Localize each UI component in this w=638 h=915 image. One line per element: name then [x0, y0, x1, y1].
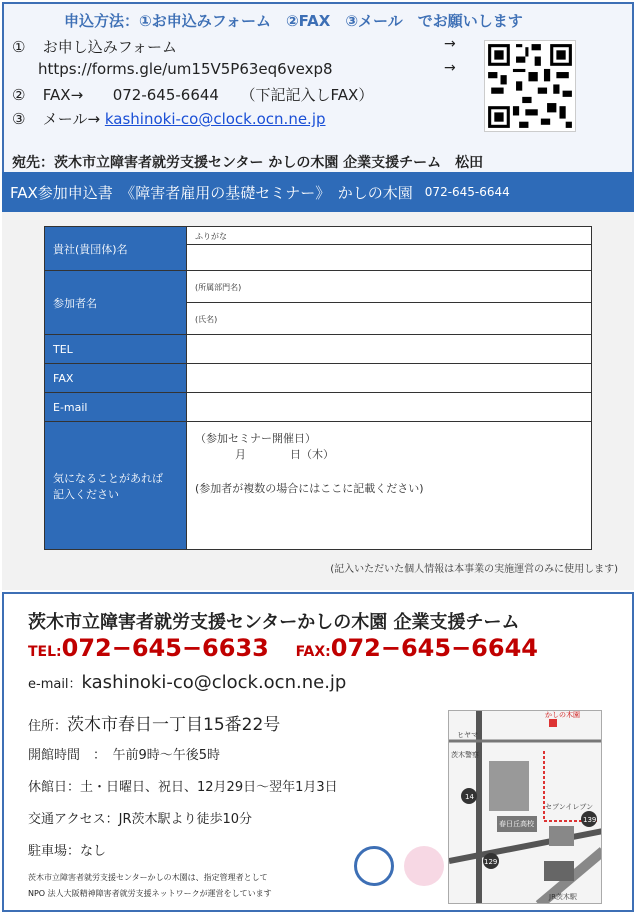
seminar-date-hint: （参加セミナー開催日）: [195, 432, 316, 445]
qr-code-icon[interactable]: [484, 40, 576, 132]
closed-days: 休館日：土・日曜日、祝日、12月29日～翌年1月3日: [28, 780, 338, 795]
fax-field[interactable]: [187, 364, 592, 393]
opening-hours: 開館時間 ： 午前9時～午後5時: [28, 748, 221, 763]
form-label: お申し込みフォーム: [42, 38, 178, 56]
contact-title: 茨木市立障害者就労支援センターかしの木園 企業支援チーム: [28, 612, 520, 633]
certification-logo-icon: [354, 846, 394, 886]
form-url[interactable]: https://forms.gle/um15V5P63eq6vexp8: [38, 60, 333, 78]
parking-info: 駐車場：なし: [28, 844, 107, 859]
email-field[interactable]: [187, 393, 592, 422]
arrow-icon: →: [444, 36, 456, 52]
application-form-table: [44, 226, 592, 550]
method-fax: ② FAX→ 072-645-6644 （下記記入しFAX）: [12, 86, 374, 104]
method-form: ① お申し込みフォーム: [12, 38, 178, 56]
fax-form-area: [2, 212, 634, 590]
contact-address: 住所：茨木市春日一丁目15番22号: [28, 715, 281, 735]
company-name-field[interactable]: [187, 245, 592, 271]
remarks-field[interactable]: [187, 422, 592, 550]
fax-number: 072-645-6644: [112, 86, 219, 104]
company-label: 貴社(貴団体)名: [45, 227, 187, 271]
footer-note-2: NPO 法人大阪精神障害者就労支援ネットワークが運営をしています: [28, 889, 272, 898]
fax-number: 072−645−6644: [330, 634, 538, 662]
privacy-note: (記入いただいた個人情報は本事業の実施運営のみに使用します): [330, 564, 618, 575]
access-map: [448, 710, 602, 904]
contact-info-box: [2, 592, 634, 912]
furigana-field[interactable]: ふりがな: [187, 227, 592, 245]
arrow-icon: →: [444, 60, 456, 76]
banner-title: FAX参加申込書 《障害者雇用の基礎セミナー》 かしの木園: [10, 183, 413, 202]
email-address[interactable]: kashinoki-co@clock.ocn.ne.jp: [81, 672, 347, 693]
email-link[interactable]: kashinoki-co@clock.ocn.ne.jp: [104, 110, 326, 128]
participant-name-field[interactable]: (氏名): [187, 303, 592, 335]
department-field[interactable]: (所属部門名): [187, 271, 592, 303]
map-label-route-14: 14: [465, 793, 474, 801]
multiple-participants-hint: (参加者が複数の場合にはここに記載ください): [195, 482, 424, 495]
date-line: 月 日（木）: [235, 448, 334, 461]
banner-tel: 072-645-6644: [424, 185, 510, 199]
fax-label: FAX: [45, 364, 187, 393]
map-label-school: 春日丘高校: [499, 820, 534, 828]
tel-number: 072−645−6633: [61, 634, 269, 662]
access-info: 交通アクセス：JR茨木駅より徒歩10分: [28, 812, 253, 827]
participant-label: 参加者名: [45, 271, 187, 335]
map-label-hiyama: ヒヤマ: [457, 731, 478, 739]
map-label-jr-ibaraki: JR茨木駅: [549, 893, 577, 901]
map-label-police: 茨木警察: [451, 751, 479, 759]
contact-email: e-mail：kashinoki-co@clock.ocn.ne.jp: [28, 672, 347, 693]
email-label: E-mail: [45, 393, 187, 422]
kurumin-logo-icon: [404, 846, 444, 886]
map-label-route-129: 129: [484, 858, 498, 866]
addressee: 宛先：茨木市立障害者就労支援センター かしの木園 企業支援チーム 松田: [12, 155, 484, 171]
map-label-kashinoki: かしの木園: [545, 711, 580, 719]
tel-label: TEL: [45, 335, 187, 364]
contact-phones: TEL:072−645−6633 FAX:072−645−6644: [28, 634, 538, 662]
method-email: ③ メール→ kashinoki-co@clock.ocn.ne.jp: [12, 110, 326, 128]
application-methods-box: [2, 2, 634, 172]
fax-form-banner: [2, 172, 634, 212]
map-label-seven-eleven: セブンイレブン: [545, 803, 594, 811]
remarks-label: 気になることがあれば 記入ください: [45, 422, 187, 550]
tel-field[interactable]: [187, 335, 592, 364]
methods-heading: 申込方法：①お申込みフォーム ②FAX ③メール でお願いします: [64, 12, 523, 30]
map-label-route-139: 139: [583, 816, 597, 824]
footer-note-1: 茨木市立障害者就労支援センターかしの木園は、指定管理者として: [28, 873, 268, 882]
